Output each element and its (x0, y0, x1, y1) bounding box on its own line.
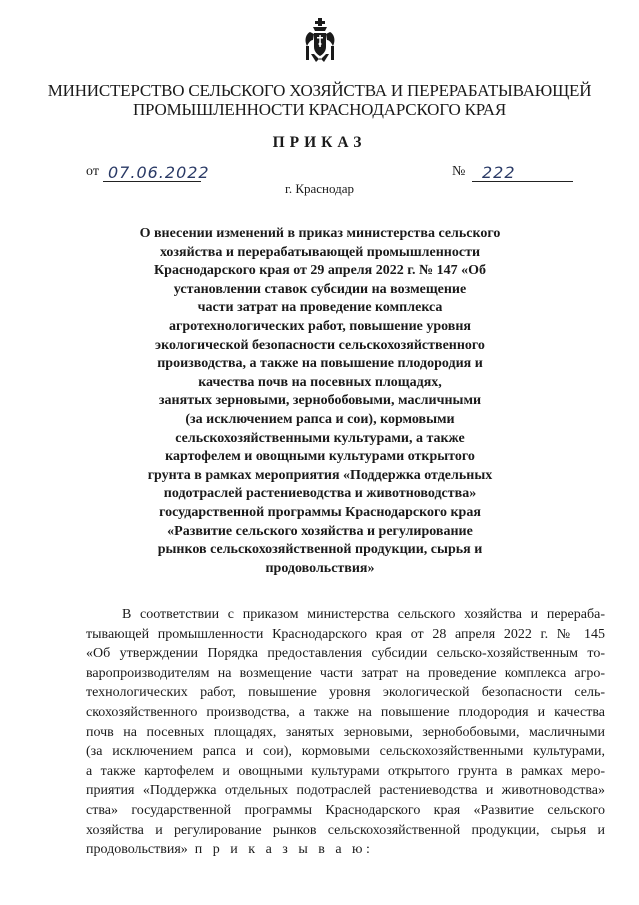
subject-line: экологической безопасности сельскохозяйственного (155, 337, 485, 353)
date-field (86, 160, 210, 182)
body-line: хозяйства и регулирование рынков сельскохозяйственной продукции, сырья и (86, 822, 605, 838)
order-title: ПРИКАЗ (272, 134, 367, 151)
body-line: продовольствия» (86, 842, 188, 858)
subject-line: рынков сельскохозяйственной продукции, сырья и (157, 542, 483, 558)
body-line: почв на посевных площадях, занятых зерновыми, зернобобовыми, масличными (86, 724, 605, 740)
subject-line: продовольствия» (265, 560, 375, 576)
city: г. Краснодар (284, 181, 355, 196)
subject-line: «Развитие сельского хозяйства и регулирование (167, 523, 473, 539)
subject-line: производства, а также на повышение плодородия и (157, 356, 483, 372)
body-line: В соответствии с приказом министерства сельского хозяйства и перераба- (122, 607, 605, 622)
date-value: 07.06.2022 (108, 163, 210, 182)
subject-line: сельскохозяйственными культурами, а также (175, 430, 465, 446)
number-prefix: № (452, 164, 466, 179)
body-line: а также картофелем и овощными культурами открытого грунта в рамках меро- (86, 763, 605, 779)
body-line: приятия «Поддержка отдельных подотраслей растениеводства и животноводства» (86, 783, 605, 799)
body-line: «Об утверждении Порядка предоставления субсидии сельско-хозяйственным то- (86, 646, 605, 662)
body-line: технологических работ, повышение уровня экологической безопасности сель- (86, 685, 605, 701)
subject-line: качества почв на посевных площадях, (198, 374, 442, 390)
subject-line: хозяйства и перерабатывающей промышленности (159, 244, 481, 260)
body-line: тывающей промышленности Краснодарского края от 28 апреля 2022 г. № 145 (86, 626, 605, 642)
subject-line: установлении ставок субсидии на возмещение (173, 281, 467, 297)
body-line: скохозяйственного производства, а также на повышение плодородия и качества (86, 704, 605, 720)
body-line: ства» государственной программы Краснодарского края «Развитие сельского (86, 802, 605, 818)
subject-line: подотраслей растениеводства и животноводства» (163, 486, 477, 502)
body-line: (за исключением рапса и сои), кормовыми сельскохозяйственными культурами, (86, 744, 605, 760)
subject-line: части затрат на проведение комплекса (197, 300, 443, 316)
number-field (452, 160, 577, 182)
ministry-name (40, 81, 599, 119)
subject-line: картофелем и овощными культурами открытого (165, 449, 475, 465)
subject-line: занятых зерновыми, зернобобовыми, масличными (158, 393, 482, 409)
subject-line: О внесении изменений в приказ министерства сельского (139, 226, 501, 241)
subject-line: грунта в рамках мероприятия «Поддержка отдельных (147, 467, 493, 483)
order-body (86, 605, 605, 860)
subject-line: государственной программы Краснодарского края (159, 504, 481, 520)
subject-line: (за исключением рапса и сои), кормовыми (185, 411, 455, 427)
date-prefix: от (86, 164, 99, 179)
coat-of-arms-icon (302, 16, 338, 64)
body-line: варопроизводителям на возмещение части затрат на проведение комплекса агро- (86, 665, 605, 681)
subject-line: Краснодарского края от 29 апреля 2022 г. № 147 «Об (154, 263, 486, 279)
closing-word: п р и к а з ы в а ю: (194, 842, 374, 858)
subject-line: агротехнологических работ, повышение уровня (168, 318, 472, 334)
number-value: 222 (482, 163, 516, 182)
order-subject (122, 225, 518, 578)
body-last-line (86, 840, 605, 860)
ministry-line-2: ПРОМЫШЛЕННОСТИ КРАСНОДАРСКОГО КРАЯ (132, 100, 507, 119)
ministry-line-1: МИНИСТЕРСТВО СЕЛЬСКОГО ХОЗЯЙСТВА И ПЕРЕРАБАТЫВАЮЩЕЙ (47, 81, 592, 100)
